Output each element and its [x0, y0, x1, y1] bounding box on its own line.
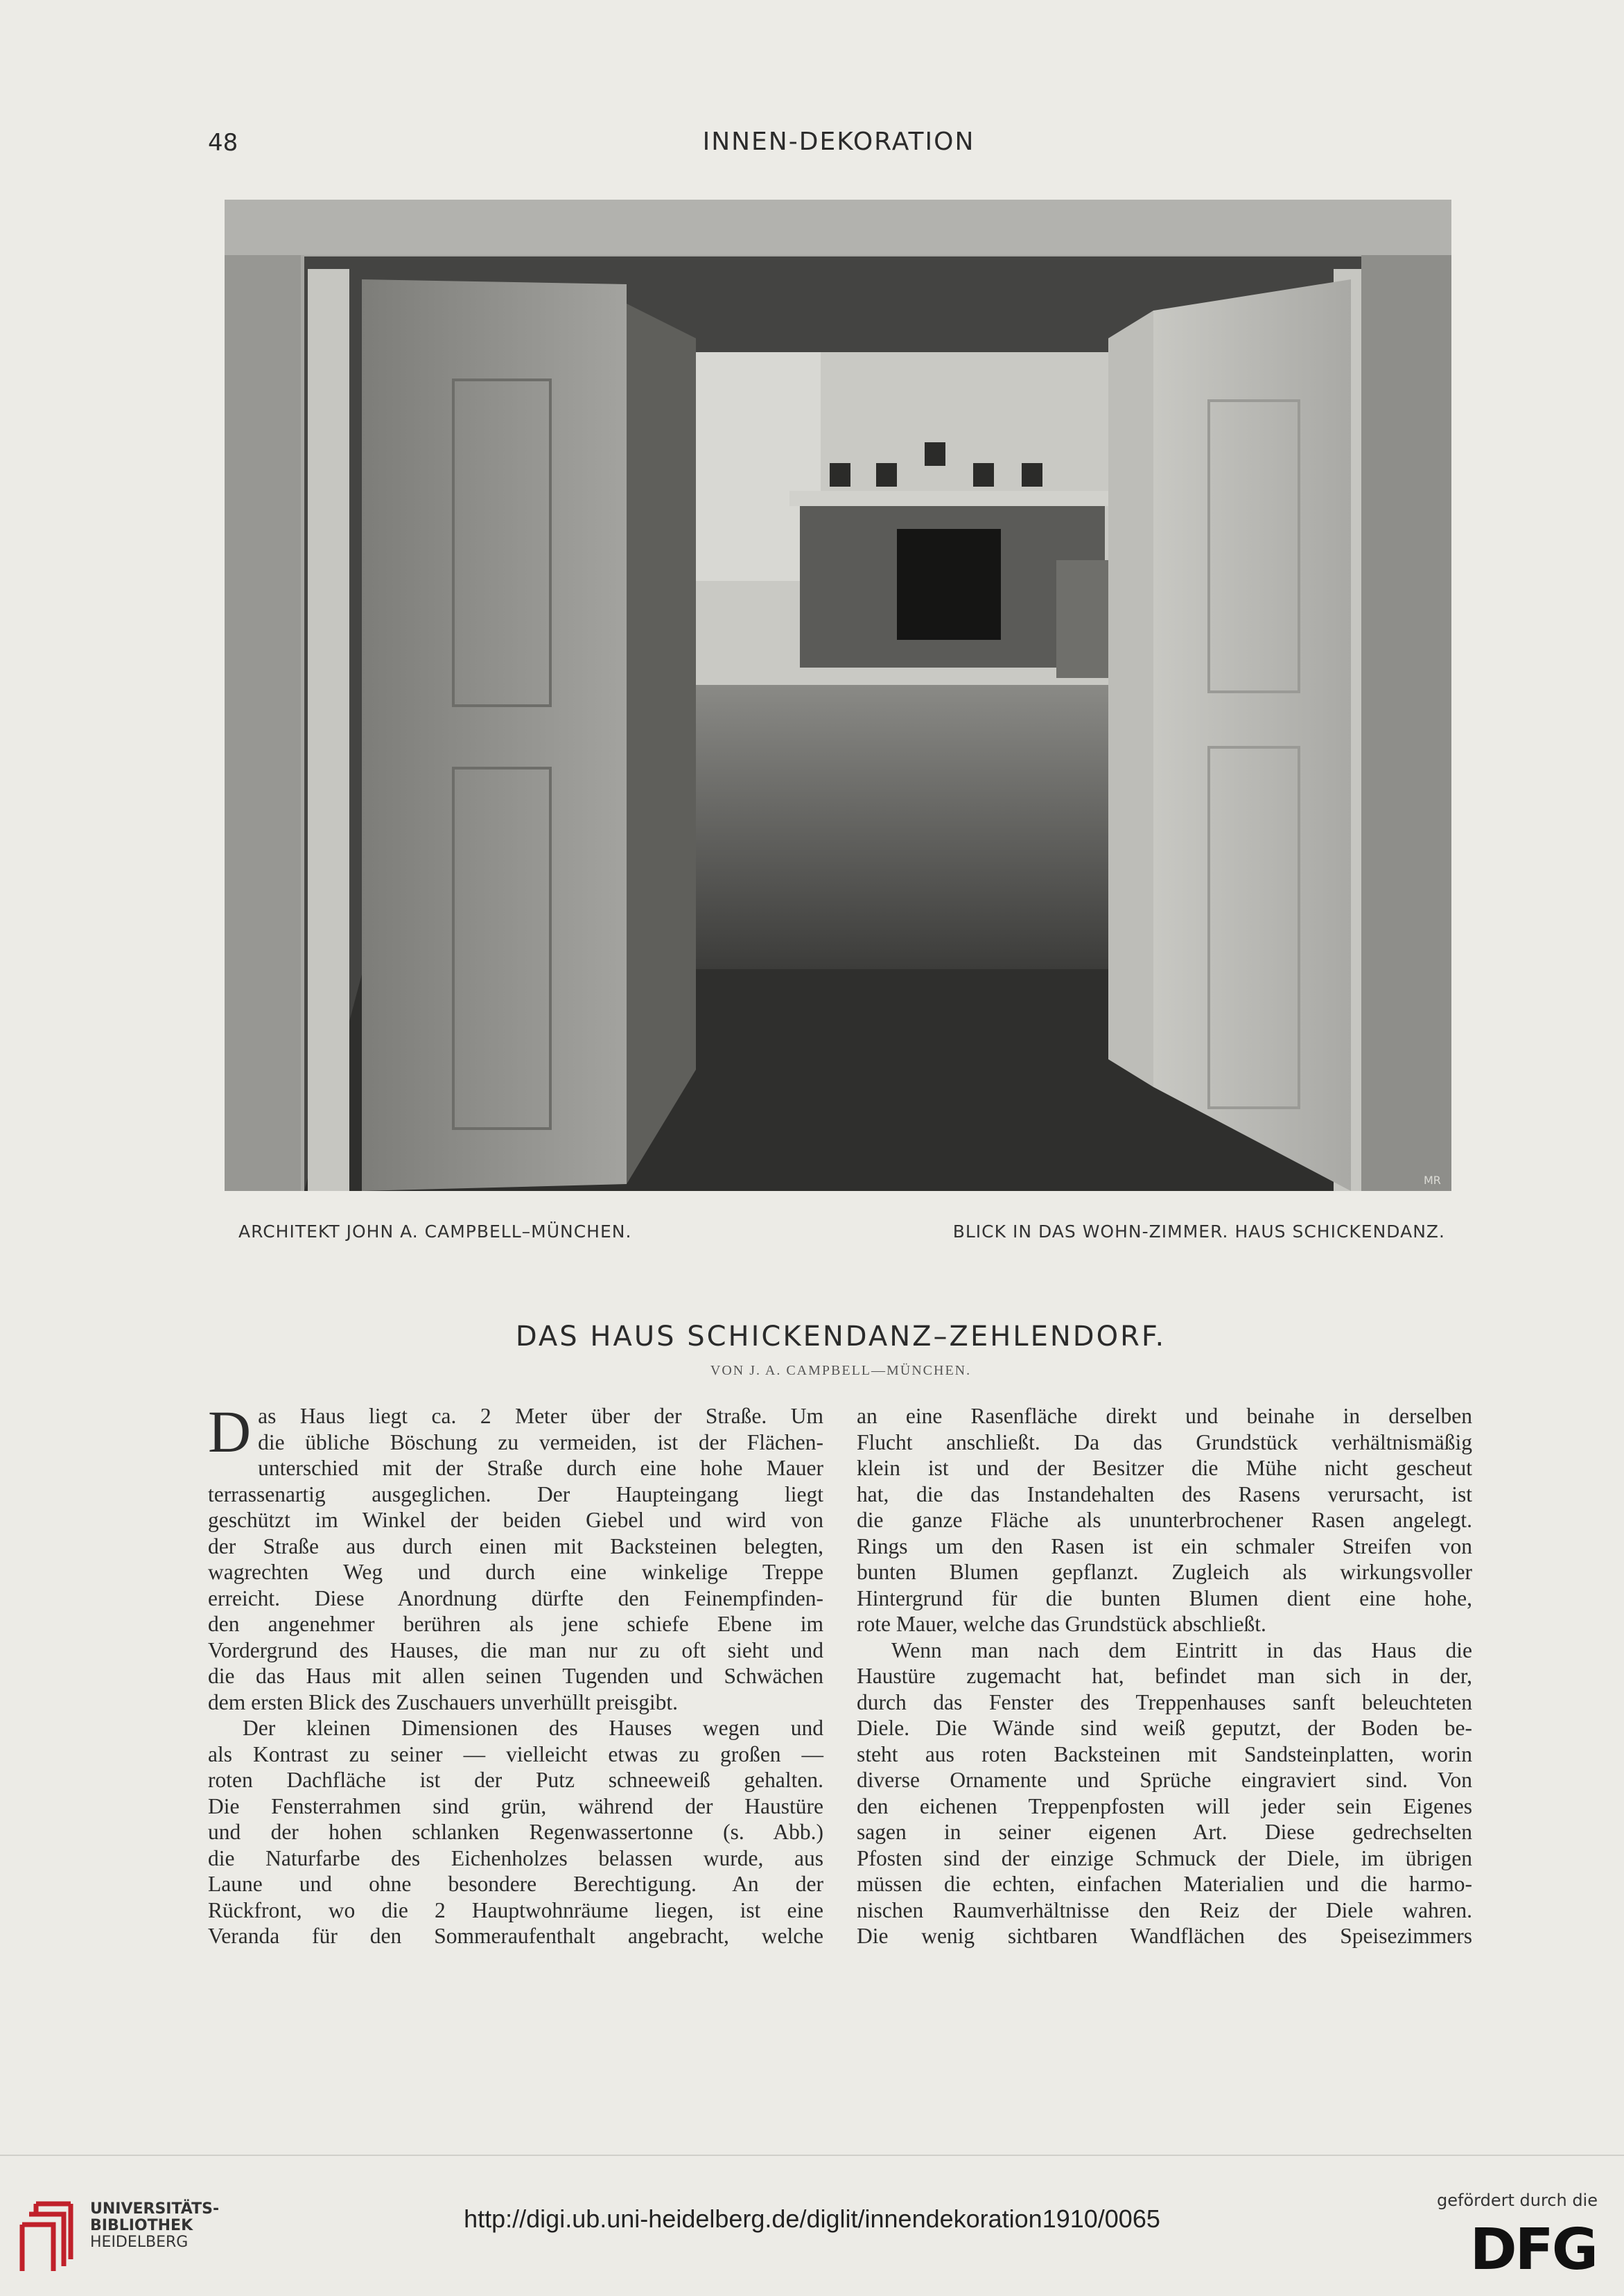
text-line: Wenn man nach dem Eintritt in das Haus die	[891, 1637, 1472, 1662]
photo-monogram: MR	[1424, 1174, 1441, 1187]
text-line: diverse Ornamente und Sprüche eingraviert sind. Von	[857, 1768, 1472, 1792]
photo-caption-architect: ARCHITEKT JOHN A. CAMPBELL–MÜNCHEN.	[238, 1221, 632, 1242]
page-number: 48	[208, 129, 238, 157]
text-line: erreicht. Diese Anordnung dürfte den Feinempfinden-	[208, 1585, 823, 1610]
text-line: die ganze Fläche als ununterbrochener Rasen angelegt.	[857, 1508, 1472, 1532]
library-name-line: BIBLIOTHEK	[90, 2217, 193, 2234]
text-line: rote Mauer, welche das Grundstück abschließt.	[857, 1612, 1266, 1636]
text-line: Laune und ohne besondere Berechtigung. An der	[208, 1872, 823, 1896]
text-line: nischen Raumverhältnisse den Reiz der Diele wahren.	[857, 1897, 1472, 1922]
text-line: Haustüre zugemacht hat, befindet man sich in der,	[857, 1664, 1472, 1688]
running-head: INNEN-DEKORATION	[702, 128, 975, 156]
article-title: DAS HAUS SCHICKENDANZ–ZEHLENDORF.	[515, 1321, 1167, 1353]
text-line: Rings um den Rasen ist ein schmaler Streifen von	[857, 1533, 1472, 1558]
text-line: Die Fensterrahmen sind grün, während der Haustüre	[208, 1793, 823, 1818]
text-line: sagen in seiner eigenen Art. Diese gedrechselten	[857, 1820, 1472, 1844]
text-line: roten Dachfläche ist der Putz schneeweiß gehalten.	[208, 1768, 823, 1792]
text-line: geschützt im Winkel der beiden Giebel und wird von	[208, 1508, 823, 1532]
text-line: und der hohen schlanken Regenwassertonne (s. Abb.)	[208, 1820, 823, 1844]
text-line: wagrechten Weg und durch eine winkelige Treppe	[208, 1560, 823, 1584]
text-line: die das Haus mit allen seinen Tugenden und Schwächen	[208, 1664, 823, 1688]
text-line: Flucht anschließt. Da das Grundstück verhältnismäßig	[857, 1429, 1472, 1454]
article-byline: VON J. A. CAMPBELL—MÜNCHEN.	[710, 1363, 972, 1378]
text-line: Vordergrund des Hauses, die man nur zu oft sieht und	[208, 1637, 823, 1662]
footer-divider	[0, 2155, 1624, 2156]
text-line: die Naturfarbe des Eichenholzes belassen wurde, aus	[208, 1845, 823, 1870]
text-line: den eichenen Treppenpfosten will jeder sein Eigenes	[857, 1793, 1472, 1818]
drop-cap: D	[208, 1398, 252, 1465]
interior-photograph	[225, 200, 1451, 1191]
text-line: müssen die echten, einfachen Materialien und die harmo-	[857, 1872, 1472, 1896]
text-line: Die wenig sichtbaren Wandflächen des Speisezimmers	[857, 1924, 1472, 1948]
library-name-line: UNIVERSITÄTS-	[90, 2200, 220, 2218]
text-line: unterschied mit der Straße durch eine hohe Mauer	[258, 1456, 823, 1480]
text-line: steht aus roten Backsteinen mit Sandsteinplatten, worin	[857, 1741, 1472, 1766]
dfg-logo: DFG	[1469, 2217, 1596, 2283]
library-name-line: HEIDELBERG	[90, 2234, 189, 2251]
text-line: Rückfront, wo die 2 Hauptwohnräume liegen, ist eine	[208, 1897, 823, 1922]
text-line: dem ersten Blick des Zuschauers unverhüllt preisgibt.	[208, 1689, 678, 1714]
text-line: Diele. Die Wände sind weiß geputzt, der Boden be-	[857, 1716, 1472, 1740]
text-line: der Straße aus durch einen mit Backsteinen belegten,	[208, 1533, 823, 1558]
text-line: Veranda für den Sommeraufenthalt angebracht, welche	[208, 1924, 823, 1948]
text-line: als Kontrast zu seiner — vielleicht etwas zu großen —	[208, 1741, 823, 1766]
text-line: terrassenartig ausgeglichen. Der Haupteingang liegt	[208, 1481, 823, 1506]
photo-caption-title: BLICK IN DAS WOHN-ZIMMER. HAUS SCHICKENDANZ.	[952, 1221, 1445, 1242]
text-line: die übliche Böschung zu vermeiden, ist der Flächen-	[258, 1429, 823, 1454]
text-line: bunten Blumen gepflanzt. Zugleich als wirkungsvoller	[857, 1560, 1472, 1584]
text-column-left	[208, 1398, 823, 1949]
text-line: as Haus liegt ca. 2 Meter über der Straße. Um	[258, 1404, 823, 1428]
text-line: Hintergrund für die bunten Blumen dient eine hohe,	[857, 1585, 1472, 1610]
source-url-link[interactable]: http://digi.ub.uni-heidelberg.de/diglit/innendekoration1910/0065	[464, 2204, 1160, 2233]
text-line: den angenehmer berühren als jene schiefe Ebene im	[208, 1612, 823, 1636]
funding-note: gefördert durch die	[1437, 2191, 1598, 2210]
text-line: an eine Rasenfläche direkt und beinahe in derselben	[857, 1404, 1472, 1428]
text-line: hat, die das Instandehalten des Rasens verursacht, ist	[857, 1481, 1472, 1506]
text-line: Pfosten sind der einzige Schmuck der Diele, im übrigen	[857, 1845, 1472, 1870]
text-line: durch das Fenster des Treppenhauses sanft beleuchteten	[857, 1689, 1472, 1714]
text-line: Der kleinen Dimensionen des Hauses wegen und	[243, 1716, 823, 1740]
text-line: klein ist und der Besitzer die Mühe nicht gescheut	[857, 1456, 1472, 1480]
text-column-right	[857, 1403, 1472, 1949]
